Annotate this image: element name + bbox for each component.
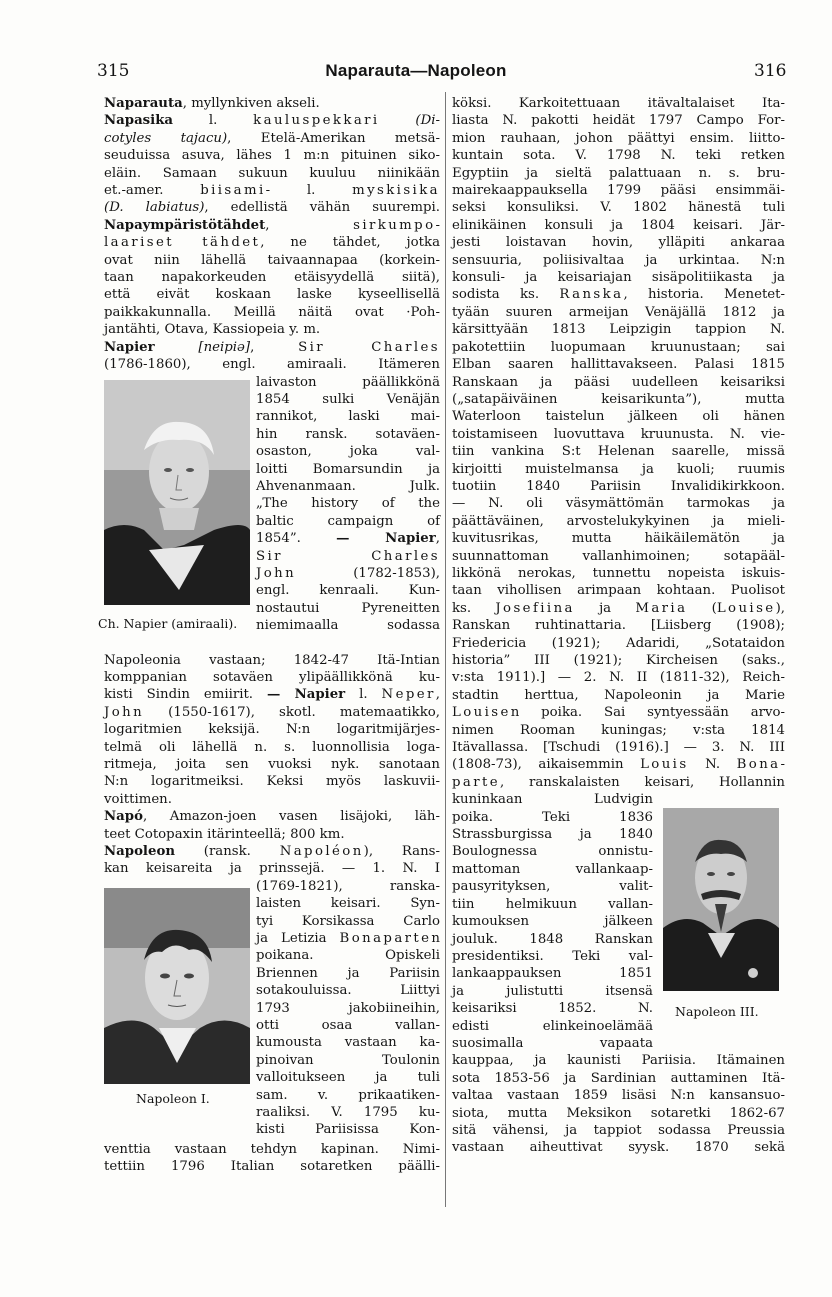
- right-text-line: kuntain sota. V. 1798 N. teki retken: [452, 148, 785, 164]
- left-text-line: teet Cotopaxin itärinteellä; 800 km.: [104, 826, 345, 842]
- left-text-line: venttia vastaan tehdyn kapinan. Nimi-: [104, 1141, 440, 1157]
- left-text-line: jantähti, Otava, Kassiopeia y. m.: [104, 322, 321, 338]
- napoleon3-side-line: poika. Teki 1836: [452, 809, 653, 825]
- left-text-line: Napoleon (ransk. Napoléon), Rans-: [104, 843, 440, 859]
- napoleon3-side-line: edisti elinkeinoelämää: [452, 1018, 653, 1034]
- napoleon1-side-line: raaliksi. V. 1795 ku-: [256, 1105, 440, 1121]
- left-text-line: (1786-1860), engl. amiraali. Itämeren: [104, 357, 440, 373]
- napoleon3-side-line: jouluk. 1848 Ranskan: [452, 931, 653, 947]
- left-text-line: kisti Sindin emiirit. — Napier l. Neper,: [104, 687, 441, 703]
- napoleon1-side-line: otti osaa vallan-: [256, 1018, 440, 1034]
- napier-side-line: hin ransk. sotaväen-: [256, 426, 440, 442]
- right-text-line: („satapäiväinen keisarikunta”), mutta: [452, 391, 785, 407]
- left-text-line: komppanian sotaväen ylipäällikkönä ku-: [104, 669, 440, 685]
- napoleon3-caption: Napoleon III.: [675, 1004, 759, 1020]
- right-text-line: Waterloon taistelun jälkeen oli hänen: [452, 409, 785, 425]
- right-text-line: Ranskaan ja pääsi uudelleen keisariksi: [452, 374, 785, 390]
- napoleon3-side-line: pausyrityksen, valit-: [452, 879, 653, 895]
- left-text-line: telmä oli lähellä n. s. luonnollisia loga-: [104, 739, 440, 755]
- napoleon3-side-line: kuninkaan Ludvigin: [452, 792, 653, 808]
- napoleon3-figure: [653, 791, 785, 1052]
- left-text-line: tettiin 1796 Italian sotaretken päälli-: [104, 1159, 440, 1175]
- right-text-line: sitä vähensi, ja tappiot sodassa Preussia: [452, 1122, 785, 1138]
- left-text-line: Naparauta, myllynkiven akseli.: [104, 96, 320, 111]
- right-text-line: tuotiin 1840 Pariisin Invalidikirkkoon.: [452, 478, 785, 494]
- napoleon1-side-line: kisti Pariisissa Kon-: [256, 1122, 440, 1138]
- right-text-line: mion rauhaan, johon päättyi ensim. liitto-: [452, 130, 785, 146]
- napoleon1-side-line: (1769-1821), ranska-: [256, 878, 440, 894]
- napoleon3-side-line: ja julistutti itsensä: [452, 983, 653, 999]
- napier-side-line: 1854 sulki Venäjän: [256, 391, 440, 407]
- page-number-left: 315: [97, 61, 130, 81]
- napoleon3-portrait: [663, 808, 779, 991]
- left-text-line: kan keisareita ja prinssejä. — 1. N. I: [104, 861, 440, 877]
- napoleon3-side-line: Strassburgissa ja 1840: [452, 827, 653, 843]
- left-text-line: laariset tähdet, ne tähdet, jotka: [104, 235, 440, 251]
- napier-caption: Ch. Napier (amiraali).: [98, 615, 238, 631]
- right-text-line: tyään suuren armeijan Venäjällä 1812 ja: [452, 304, 785, 320]
- right-text-line: — N. oli väsymättömän tarmokas ja: [452, 496, 785, 512]
- left-text-line: et.-amer. biisami- l. myskisika: [104, 183, 440, 199]
- napoleon1-figure: [104, 878, 256, 1141]
- left-text-line: logaritmien keksijä. N:n logaritmijärjes-: [104, 722, 440, 738]
- left-text-line: John (1550-1617), skotl. matemaatikko,: [104, 704, 440, 720]
- napier-figure: [98, 374, 256, 652]
- left-text-line: Napoleonia vastaan; 1842-47 Itä-Intian: [104, 652, 440, 668]
- napoleon3-side-line: kumouksen jälkeen: [452, 914, 653, 930]
- napier-side-line: engl. kenraali. Kun-: [256, 583, 440, 599]
- napier-side-line: Sir Charles: [256, 548, 440, 564]
- right-text-line: kärsittyään 1813 Leipzigin tappion N.: [452, 322, 785, 338]
- napoleon1-side-line: Briennen ja Pariisin: [256, 965, 440, 981]
- running-head: Naparauta—Napoleon: [325, 61, 507, 80]
- left-column: [98, 95, 441, 1176]
- napoleon1-side-line: pinoivan Toulonin: [256, 1052, 440, 1068]
- right-text-line: elinikäinen konsuli ja 1804 keisari. Jär-: [452, 217, 785, 233]
- right-text-line: seksi konsuliksi. V. 1802 hänestä tuli: [452, 200, 785, 216]
- napoleon1-side-line: 1793 jakobiineihin,: [256, 1000, 440, 1016]
- napoleon3-side-line: keisariksi 1852. N.: [452, 1001, 653, 1017]
- napier-side-line: John (1782-1853),: [256, 565, 440, 581]
- left-text-line: eläin. Samaan sukuun kuuluu niinikään: [104, 165, 440, 181]
- right-text-line: valtaa vastaan 1859 lisäsi N:n kansansuo-: [452, 1088, 785, 1104]
- right-text-line: vastaan aiheuttivat syysk. 1870 sekä: [452, 1140, 785, 1156]
- napier-portrait: [104, 380, 250, 605]
- left-text-line: paikkakunnalla. Meillä näitä ovat ·Poh-: [104, 304, 440, 320]
- left-text-line: Napó, Amazon-joen vasen lisäjoki, läh-: [104, 809, 440, 825]
- left-text-line: seuduissa asuva, lähes 1 m:n pituinen siko-: [104, 148, 440, 164]
- napoleon1-side-line: laisten keisari. Syn-: [256, 896, 440, 912]
- right-text-line: liasta N. pakotti heidät 1797 Campo For-: [452, 113, 785, 129]
- left-text-line: taan napakorkeuden etäisyydellä siitä),: [104, 270, 440, 286]
- napoleon3-side-line: tiin helmikuun vallan-: [452, 896, 653, 912]
- right-column: [452, 95, 785, 1157]
- right-text-line: v:sta 1911).] — 2. N. II (1811-32), Reich-: [452, 670, 785, 686]
- right-text-line: suunnattoman vallanhimoinen; sotapääl-: [452, 548, 785, 564]
- right-text-line: (1808-73), aikaisemmin Louis N. Bona-: [452, 757, 785, 773]
- left-text-block-b: [104, 652, 440, 878]
- napier-side-line: loitti Bomarsundin ja: [256, 461, 440, 477]
- napoleon1-side-line: valloitukseen ja tuli: [256, 1070, 440, 1086]
- napoleon3-side-line: presidentiksi. Teki val-: [452, 948, 653, 964]
- napoleon1-side-line: sam. v. prikaatiken-: [256, 1087, 440, 1103]
- right-text-line: kuvitusrikas, mutta häikäilemätön ja: [452, 531, 785, 547]
- napier-side-line: rannikot, laski mai-: [256, 409, 440, 425]
- right-text-block-b: [452, 1052, 785, 1156]
- right-text-line: Elban saaren hallittavakseen. Palasi 1815: [452, 357, 785, 373]
- left-text-line: (D. labiatus), edellistä vähän suurempi.: [104, 200, 441, 216]
- napier-side-line: osaston, joka val-: [256, 444, 440, 460]
- right-text-line: konsuli- ja keisariajan sisäpolitiikasta ja: [452, 270, 785, 286]
- right-text-line: mairekaappauksella 1799 pääsi ensimmäi-: [452, 183, 785, 199]
- right-text-line: siota, mutta Meksikon sotaretki 1862-67: [452, 1105, 785, 1121]
- right-text-line: kauppaa, ja kaunisti Pariisia. Itämainen: [452, 1053, 785, 1069]
- napoleon1-side-line: tyi Korsikassa Carlo: [256, 913, 440, 929]
- right-text-line: Ranskan ruhtinattaria. [Liisberg (1908);: [452, 618, 785, 634]
- napoleon1-side-line: ja Letizia Bonaparten: [256, 931, 440, 946]
- right-text-line: Louisen poika. Sai syntyessään arvo-: [452, 705, 785, 721]
- left-text-line: Napaympäristötähdet, sirkumpo-: [104, 217, 440, 233]
- right-text-line: Friedericia (1921); Adaridi, „Sotataidon: [452, 635, 785, 651]
- right-text-line: pakotettiin luopumaan kruunustaan; sai: [452, 339, 785, 355]
- napoleon1-side-line: poikana. Opiskeli: [256, 948, 440, 964]
- napoleon3-side-line: lankaappauksen 1851: [452, 966, 653, 982]
- left-text-line: cotyles tajacu), Etelä-Amerikan metsä-: [104, 130, 440, 146]
- right-text-line: köksi. Karkoitettuaan itävaltalaiset Ita-: [452, 96, 785, 111]
- left-text-block-a: [104, 95, 440, 374]
- right-text-line: päättäväinen, arvostelukykyinen ja mieli-: [452, 513, 785, 529]
- column-divider: [445, 92, 446, 1207]
- right-text-line: likkönä nerokas, tunnettu nopeista iskuis-: [452, 565, 785, 581]
- left-text-line: Napasika l. kauluspekkari (Di-: [104, 113, 440, 129]
- napoleon1-portrait: [104, 888, 250, 1084]
- right-text-line: stadtin herttua, Napoleonin ja Marie: [452, 687, 785, 703]
- right-text-line: kirjoitti muistelmansa ja kuoli; ruumis: [452, 461, 785, 477]
- right-text-line: Itävallassa. [Tschudi (1916).] — 3. N. III: [452, 740, 785, 756]
- left-text-block-c: [104, 1141, 440, 1176]
- right-text-line: historia” III (1921); Kircheisen (saks.,: [452, 653, 785, 668]
- right-text-line: parte, ranskalaisten keisari, Hollannin: [452, 774, 785, 790]
- right-text-line: sensuuria, poliisivaltaa ja urkintaa. N:n: [452, 252, 785, 268]
- napier-side-line: Ahvenanmaan. Julk.: [256, 478, 440, 494]
- napier-side-line: „The history of the: [256, 496, 440, 512]
- napoleon1-caption: Napoleon I.: [136, 1090, 210, 1106]
- napoleon3-side-line: mattoman vallankaap-: [452, 861, 653, 877]
- napoleon3-side-line: Boulognessa onnistu-: [452, 844, 653, 860]
- left-text-line: että eivät koskaan laske kyseellisellä: [104, 287, 440, 303]
- right-text-line: ks. Josefiina ja Maria (Louise),: [452, 600, 785, 616]
- page-number-right: 316: [754, 61, 787, 81]
- right-text-line: tiin vankina S:t Helenan saarelle, missä: [452, 444, 785, 460]
- napier-side-line: baltic campaign of: [256, 513, 440, 529]
- napoleon3-side-line: suosimalla vapaata: [452, 1035, 653, 1051]
- napoleon1-side-line: sotakouluissa. Liittyi: [256, 983, 440, 999]
- right-text-line: jesti loistavan hovin, ylläpiti ankaraa: [452, 235, 785, 251]
- right-text-line: nimen Rooman kuningas; v:sta 1814: [452, 722, 785, 738]
- right-text-line: sota 1853-56 ja Sardinian auttaminen Itä-: [452, 1070, 785, 1086]
- napier-side-line: nostautui Pyreneitten: [256, 600, 440, 616]
- left-text-line: voittimen.: [104, 791, 172, 807]
- napoleon1-side-line: kumousta vastaan ka-: [256, 1035, 440, 1051]
- right-text-line: Egyptiin ja sieltä palattuaan n. s. bru-: [452, 165, 785, 181]
- right-text-block-a: [452, 95, 785, 791]
- napier-side-line: niemimaalla sodassa: [256, 618, 440, 634]
- right-text-line: toistamiseen luovuttava kruunusta. N. vie-: [452, 426, 785, 442]
- napier-side-line: 1854”. — Napier,: [256, 531, 440, 547]
- right-text-line: sodista ks. Ranska, historia. Menetet-: [452, 287, 785, 303]
- left-text-line: Napier [neipiə], Sir Charles: [104, 339, 440, 355]
- right-text-line: taan vihollisen arimpaan kohtaan. Puolisot: [452, 583, 785, 599]
- left-text-line: ritmeja, joita sen vuoksi nyk. sanotaan: [104, 756, 440, 772]
- left-text-line: N:n logaritmeiksi. Keksi myös laskuvii-: [104, 774, 440, 790]
- left-text-line: ovat niin lähellä taivaannapaa (korkein-: [104, 252, 440, 268]
- napier-side-line: laivaston päällikkönä: [256, 374, 440, 390]
